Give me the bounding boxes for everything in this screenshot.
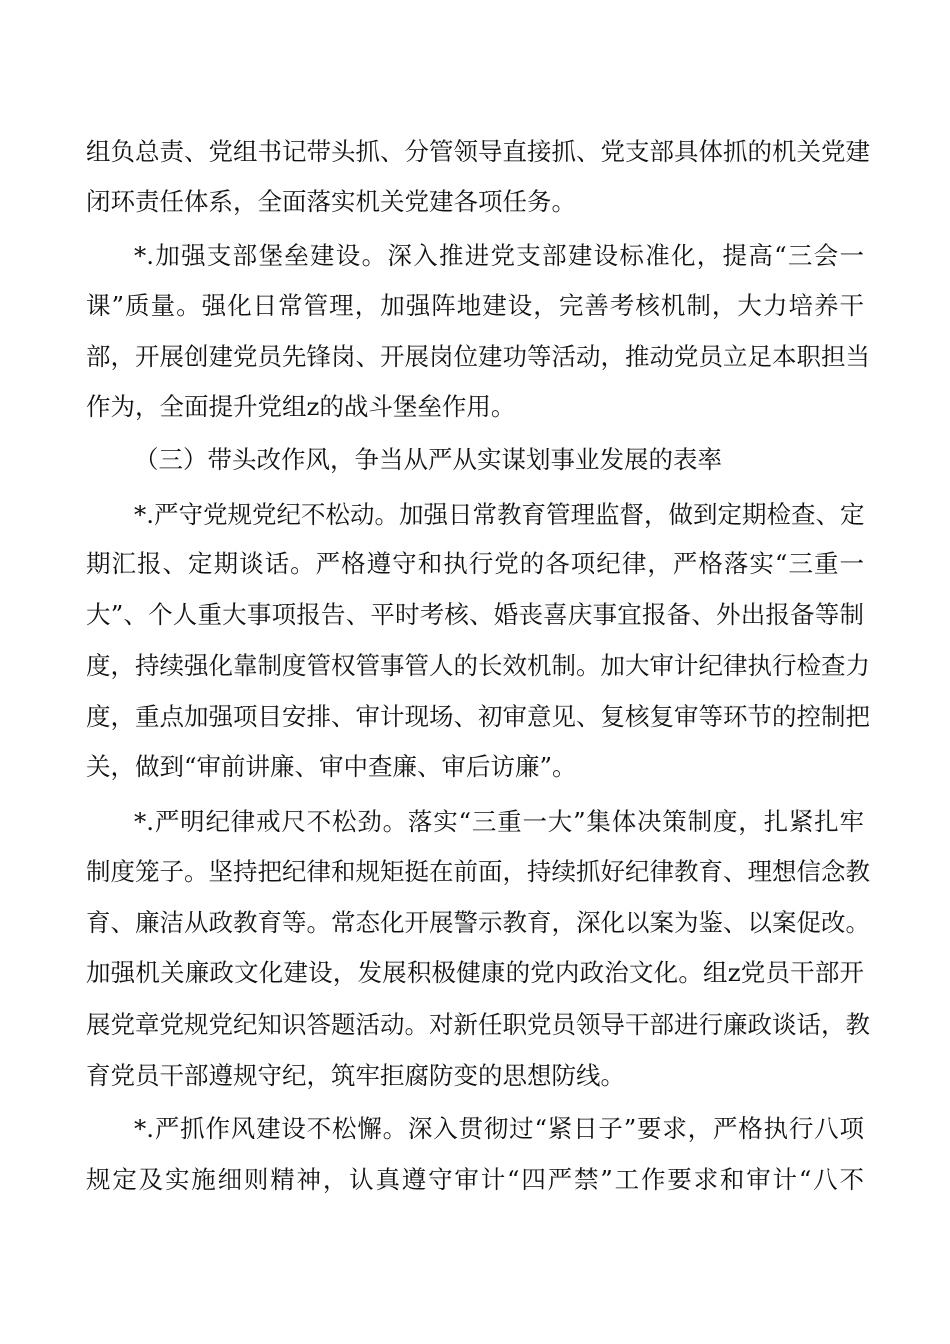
text-line-2: 闭环责任体系，全面落实机关党建各项任务。 [86,187,576,216]
text-line-1: 组负总责、党组书记带头抓、分管领导直接抓、党支部具体抓的机关党建 [86,137,870,166]
text-line-15: 制度笼子。坚持把纪律和规矩挺在前面，持续抓好纪律教育、理想信念教 [86,857,870,886]
text-line-13: 关，做到“审前讲廉、审中查廉、审后访廉”。 [86,752,577,781]
text-line-3: *.加强支部堡垒建设。深入推进党支部建设标准化，提高“三会一 [134,241,864,270]
text-line-10: 大”、个人重大事项报告、平时考核、婚丧喜庆事宜报备、外出报备等制 [86,600,864,629]
text-line-12: 度，重点加强项目安排、审计现场、初审意见、复核复审等环节的控制把 [86,702,870,731]
text-line-14: *.严明纪律戒尺不松劲。落实“三重一大”集体决策制度，扎紧扎牢 [134,807,864,836]
text-line-17: 加强机关廉政文化建设，发展积极健康的党内政治文化。组z党员干部开 [86,958,864,987]
section-heading: （三）带头改作风，争当从严从实谋划事业发展的表率 [134,445,722,474]
text-line-20: *.严抓作风建设不松懈。深入贯彻过“紧日子”要求，严格执行八项 [134,1114,864,1143]
text-line-18: 展党章党规党纪知识答题活动。对新任职党员领导干部进行廉政谈话，教 [86,1010,870,1039]
text-line-5: 部，开展创建党员先锋岗、开展岗位建功等活动，推动党员立足本职担当 [86,342,870,371]
text-line-21: 规定及实施细则精神，认真遵守审计“四严禁”工作要求和审计“八不 [86,1165,864,1194]
text-line-16: 育、廉洁从政教育等。常态化开展警示教育，深化以案为鉴、以案促改。 [86,908,870,937]
text-line-6: 作为，全面提升党组z的战斗堡垒作用。 [86,392,516,421]
text-line-9: 期汇报、定期谈话。严格遵守和执行党的各项纪律，严格落实“三重一 [86,549,864,578]
text-line-4: 课”质量。强化日常管理，加强阵地建设，完善考核机制，大力培养干 [86,291,864,320]
text-line-8: *.严守党规党纪不松动。加强日常教育管理监督，做到定期检查、定 [134,500,865,529]
text-line-11: 度，持续强化靠制度管权管事管人的长效机制。加大审计纪律执行检查力 [86,651,870,680]
text-line-19: 育党员干部遵规守纪，筑牢拒腐防变的思想防线。 [86,1061,625,1090]
